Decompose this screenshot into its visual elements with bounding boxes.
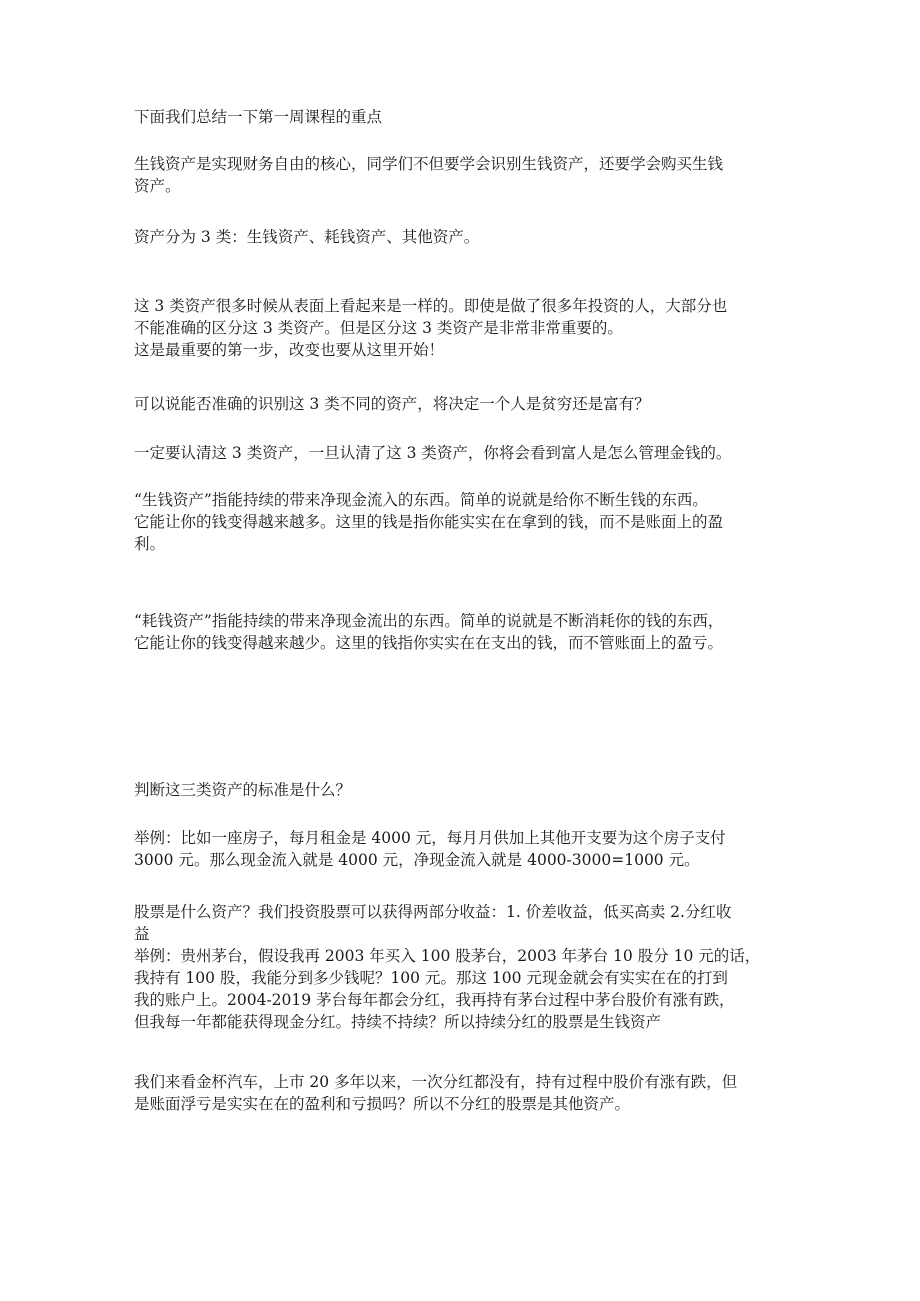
text-line: 不能准确的区分这 3 类资产。但是区分这 3 类资产是非常非常重要的。 — [134, 319, 623, 337]
text-line: 资产。 — [134, 177, 181, 195]
text-line: 下面我们总结一下第一周课程的重点 — [134, 108, 383, 126]
paragraph-house-example — [134, 827, 794, 871]
text-line: 股票是什么资产？我们投资股票可以获得两部分收益：1. 价差收益，低买高卖 2.分红收 — [134, 903, 732, 921]
text-line: 我持有 100 股，我能分到多少钱呢？100 元。那这 100 元现金就会有实实在在的打到 — [134, 969, 728, 987]
text-line: 资产分为 3 类：生钱资产、耗钱资产、其他资产。 — [134, 228, 480, 246]
paragraph-three-asset-types — [134, 226, 794, 248]
text-line: 这 3 类资产很多时候从表面上看起来是一样的。即使是做了很多年投资的人，大部分也 — [134, 297, 728, 315]
paragraph-poor-or-rich — [134, 393, 794, 415]
text-line: 3000 元。那么现金流入就是 4000 元，净现金流入就是 4000-3000=1000 元。 — [134, 851, 700, 869]
text-line: 但我每一年都能获得现金分红。持续不持续？所以持续分红的股票是生钱资产 — [134, 1013, 662, 1031]
paragraph-recognize-assets — [134, 442, 794, 464]
text-line: 判断这三类资产的标准是什么？ — [134, 781, 352, 799]
text-line: 它能让你的钱变得越来越多。这里的钱是指你能实实在在拿到的钱，而不是账面上的盈 — [134, 513, 724, 531]
text-line: 利。 — [134, 535, 166, 553]
paragraph-assets-look-same — [134, 295, 794, 361]
text-line: 生钱资产是实现财务自由的核心，同学们不但要学会识别生钱资产，还要学会购买生钱 — [134, 155, 724, 173]
paragraph-stock-example — [134, 901, 794, 1033]
text-line: 举例：贵州茅台，假设我再 2003 年买入 100 股茅台，2003 年茅台 10 股分 10 元的话， — [134, 947, 761, 965]
text-line: 它能让你的钱变得越来越少。这里的钱指你实实在在支出的钱，而不管账面上的盈亏。 — [134, 634, 724, 652]
text-line: 是账面浮亏是实实在在的盈利和亏损吗？所以不分红的股票是其他资产。 — [134, 1095, 631, 1113]
text-line: 这是最重要的第一步，改变也要从这里开始！ — [134, 341, 445, 359]
text-line: “耗钱资产”指能持续的带来净现金流出的东西。简单的说就是不断消耗你的钱的东西， — [134, 612, 724, 630]
paragraph-week-summary-intro — [134, 106, 794, 128]
text-line: 益 — [134, 925, 150, 943]
paragraph-money-making-asset-definition — [134, 489, 794, 555]
paragraph-non-dividend-example — [134, 1071, 794, 1115]
paragraph-money-making-core — [134, 153, 794, 197]
text-line: 我们来看金杯汽车，上市 20 多年以来，一次分红都没有，持有过程中股价有涨有跌，但 — [134, 1073, 738, 1091]
text-line: 可以说能否准确的识别这 3 类不同的资产，将决定一个人是贫穷还是富有？ — [134, 395, 650, 413]
paragraph-money-consuming-asset-definition — [134, 610, 794, 654]
text-line: 我的账户上。2004-2019 茅台每年都会分红，我再持有茅台过程中茅台股价有涨有跌， — [134, 991, 735, 1009]
text-line: “生钱资产”指能持续的带来净现金流入的东西。简单的说就是给你不断生钱的东西。 — [134, 491, 708, 509]
text-line: 举例：比如一座房子，每月租金是 4000 元，每月月供加上其他开支要为这个房子支付 — [134, 829, 726, 847]
text-line: 一定要认清这 3 类资产，一旦认清了这 3 类资产，你将会看到富人是怎么管理金钱的。 — [134, 444, 732, 462]
paragraph-asset-criteria-question — [134, 779, 794, 801]
